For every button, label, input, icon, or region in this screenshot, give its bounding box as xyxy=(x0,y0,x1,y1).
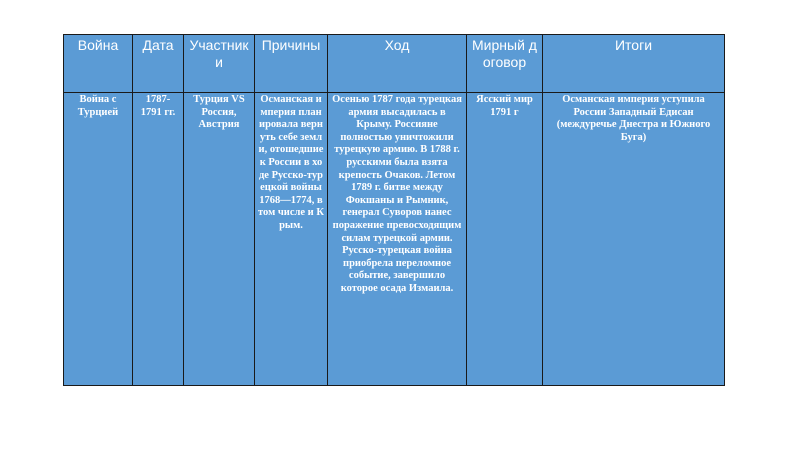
header-treaty: Мирный договор xyxy=(467,35,543,93)
header-war: Война xyxy=(64,35,133,93)
cell-causes: Османская империя планировала вернуть себе земли, отошедшие к России в ходе Русско-турецкой войны 1768—1774, в том числе и Крым. xyxy=(255,93,328,386)
header-course: Ход xyxy=(328,35,467,93)
cell-treaty: Ясский мир 1791 г xyxy=(467,93,543,386)
cell-participants: Турция VS Россия, Австрия xyxy=(184,93,255,386)
header-date: Дата xyxy=(133,35,184,93)
table-row xyxy=(64,93,725,386)
header-row xyxy=(64,35,725,93)
cell-date: 1787-1791 гг. xyxy=(133,93,184,386)
header-causes: Причины xyxy=(255,35,328,93)
header-participants: Участники xyxy=(184,35,255,93)
cell-results: Османская империя уступила России Западный Едисан (междуречье Днестра и Южного Буга) xyxy=(543,93,725,386)
cell-course: Осенью 1787 года турецкая армия высадилась в Крыму. Россияне полностью уничтожили турецкую армию. В 1788 г. русскими была взята крепость Очаков. Летом 1789 г. битве между Фокшаны и Рымник, генерал Суворов нанес поражение превосходящим силам турецкой армии. Русско-турецкая война приобрела переломное событие, завершило которое осада Измаила. xyxy=(328,93,467,386)
cell-war: Война с Турцией xyxy=(64,93,133,386)
war-table xyxy=(63,34,725,386)
header-results: Итоги xyxy=(543,35,725,93)
